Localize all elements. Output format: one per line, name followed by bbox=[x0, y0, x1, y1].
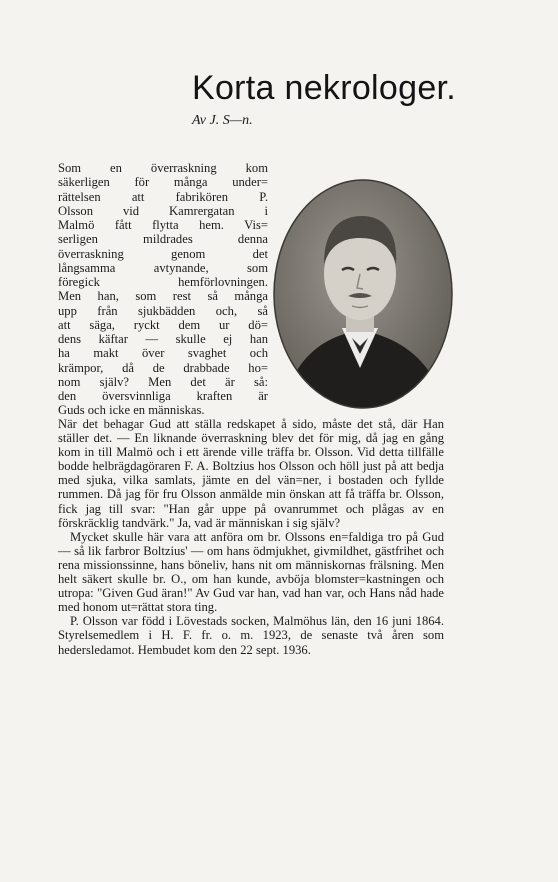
column-line: Men han, som rest så många bbox=[58, 289, 268, 304]
portrait-photo-icon bbox=[272, 178, 454, 410]
column-line: Malmö fått flytta hem. Vis= bbox=[58, 218, 268, 232]
article-title: Korta nekrologer. bbox=[192, 69, 457, 107]
column-line: rättelsen att fabrikören P. bbox=[58, 189, 268, 204]
paragraph: Mycket skulle här vara att anföra om br. Olssons en=faldiga tro på Gud — så lik farbror Boltzius' — om hans ödmjukhet, givmildhet, gästfrihet och rena missionssinne, hans böneliv, hans nit om människornas frälsning. Men helt säkert skulle br. O., om han kunde, avböja blomster=kastningen och utropa: "Given Gud äran!" Av Gud var han, vad han var, och Hans nåd hade med honom ut=rättat stora ting. bbox=[58, 529, 444, 615]
column-line: upp från sjukbädden och, så bbox=[58, 303, 268, 318]
column-line: ha makt över svaghet och bbox=[58, 346, 268, 361]
intro-column bbox=[58, 161, 268, 418]
paragraph: P. Olsson var född i Lövestads socken, Malmöhus län, den 16 juni 1864. Styrelsemedlem i H. F. fr. o. m. 1923, de senaste två åren som hedersledamot. Hembudet kom den 22 sept. 1936. bbox=[58, 614, 444, 657]
paragraph: När det behagar Gud att ställa redskapet å sido, måste det stå, där Han ställer det. — En liknande överraskning blev det för mig, då jag en gång kom in till Malmö och i ett ärende ville träffa br. Olsson. Vid detta tillfälle bodde helbrägdagöraren F. A. Boltzius hos Olsson och höll just på att bedja med sjuka, vilka samlats, jämte en del vän=ner, i bostaden och fyllde rummen. Då jag för fru Olsson anmälde min önskan att få träffa br. Olsson, fick jag till svar: "Han går uppe på ovanrummet och plågas av en förskräcklig tandvärk." Ja, vad är människan i sig själv? bbox=[58, 417, 444, 530]
column-line: den översvinnliga kraften är bbox=[58, 389, 268, 403]
column-line: föregick hemförlovningen. bbox=[58, 275, 268, 289]
column-line: nom själv? Men det är så: bbox=[58, 374, 268, 389]
column-line: Guds och icke en människas. bbox=[58, 403, 205, 418]
column-line: överraskning genom det bbox=[58, 246, 268, 261]
column-line: Olsson vid Kamrergatan i bbox=[58, 203, 268, 218]
column-line: långsamma avtynande, som bbox=[58, 260, 268, 275]
author-byline: Av J. S—n. bbox=[192, 113, 253, 128]
column-line: säkerligen för många under= bbox=[58, 175, 268, 190]
column-line: Som en överraskning kom bbox=[58, 161, 268, 175]
column-line: att säga, ryckt dem ur dö= bbox=[58, 317, 268, 332]
column-line: dens käftar — skulle ej han bbox=[58, 332, 268, 346]
column-line: krämpor, då de drabbade ho= bbox=[58, 360, 268, 375]
body-text bbox=[58, 417, 444, 657]
column-line: serligen mildrades denna bbox=[58, 232, 268, 247]
